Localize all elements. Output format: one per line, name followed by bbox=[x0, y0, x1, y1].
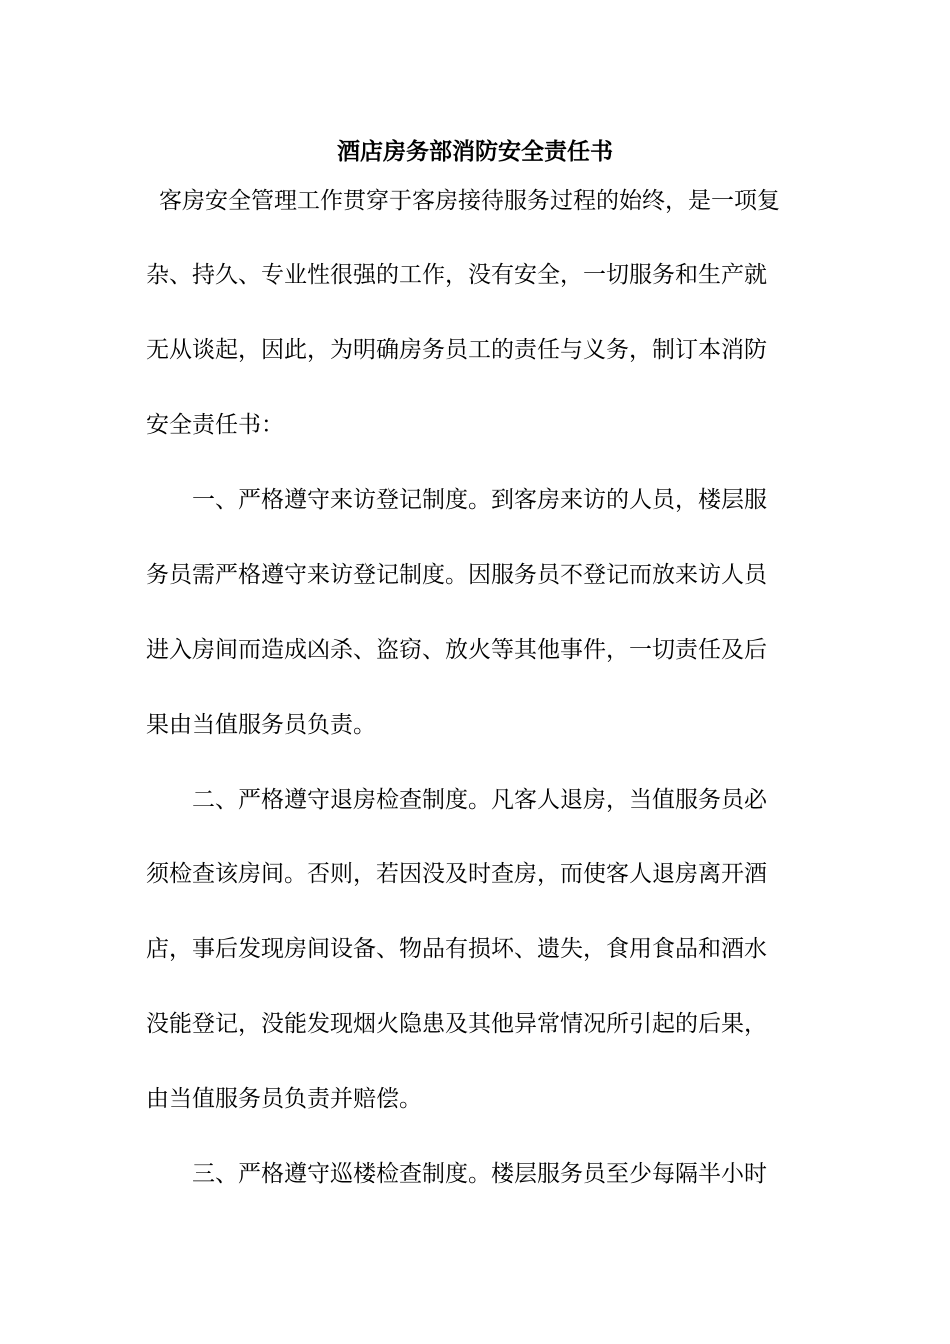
document-title: 酒店房务部消防安全责任书 bbox=[337, 138, 613, 165]
text-line: 务员需严格遵守来访登记制度。因服务员不登记而放来访人员 bbox=[146, 562, 767, 588]
text-line: 二、严格遵守退房检查制度。凡客人退房，当值服务员必 bbox=[192, 787, 767, 813]
text-line: 无从谈起，因此，为明确房务员工的责任与义务，制订本消防 bbox=[146, 337, 767, 363]
text-line: 安全责任书： bbox=[146, 412, 284, 438]
text-line: 进入房间而造成凶杀、盗窃、放火等其他事件，一切责任及后 bbox=[146, 637, 767, 663]
text-line: 一、严格遵守来访登记制度。到客房来访的人员，楼层服 bbox=[192, 487, 767, 513]
text-line: 店，事后发现房间设备、物品有损坏、遗失，食用食品和酒水 bbox=[146, 936, 767, 962]
text-line: 须检查该房间。否则，若因没及时查房，而使客人退房离开酒 bbox=[146, 861, 767, 887]
text-line: 果由当值服务员负责。 bbox=[146, 712, 376, 738]
text-line: 没能登记，没能发现烟火隐患及其他异常情况所引起的后果， bbox=[146, 1011, 767, 1037]
text-line: 三、严格遵守巡楼检查制度。楼层服务员至少每隔半小时 bbox=[192, 1161, 767, 1187]
text-line: 客房安全管理工作贯穿于客房接待服务过程的始终，是一项复 bbox=[159, 188, 780, 214]
text-line: 由当值服务员负责并赔偿。 bbox=[146, 1086, 422, 1112]
text-line: 杂、持久、专业性很强的工作，没有安全，一切服务和生产就 bbox=[146, 262, 767, 288]
